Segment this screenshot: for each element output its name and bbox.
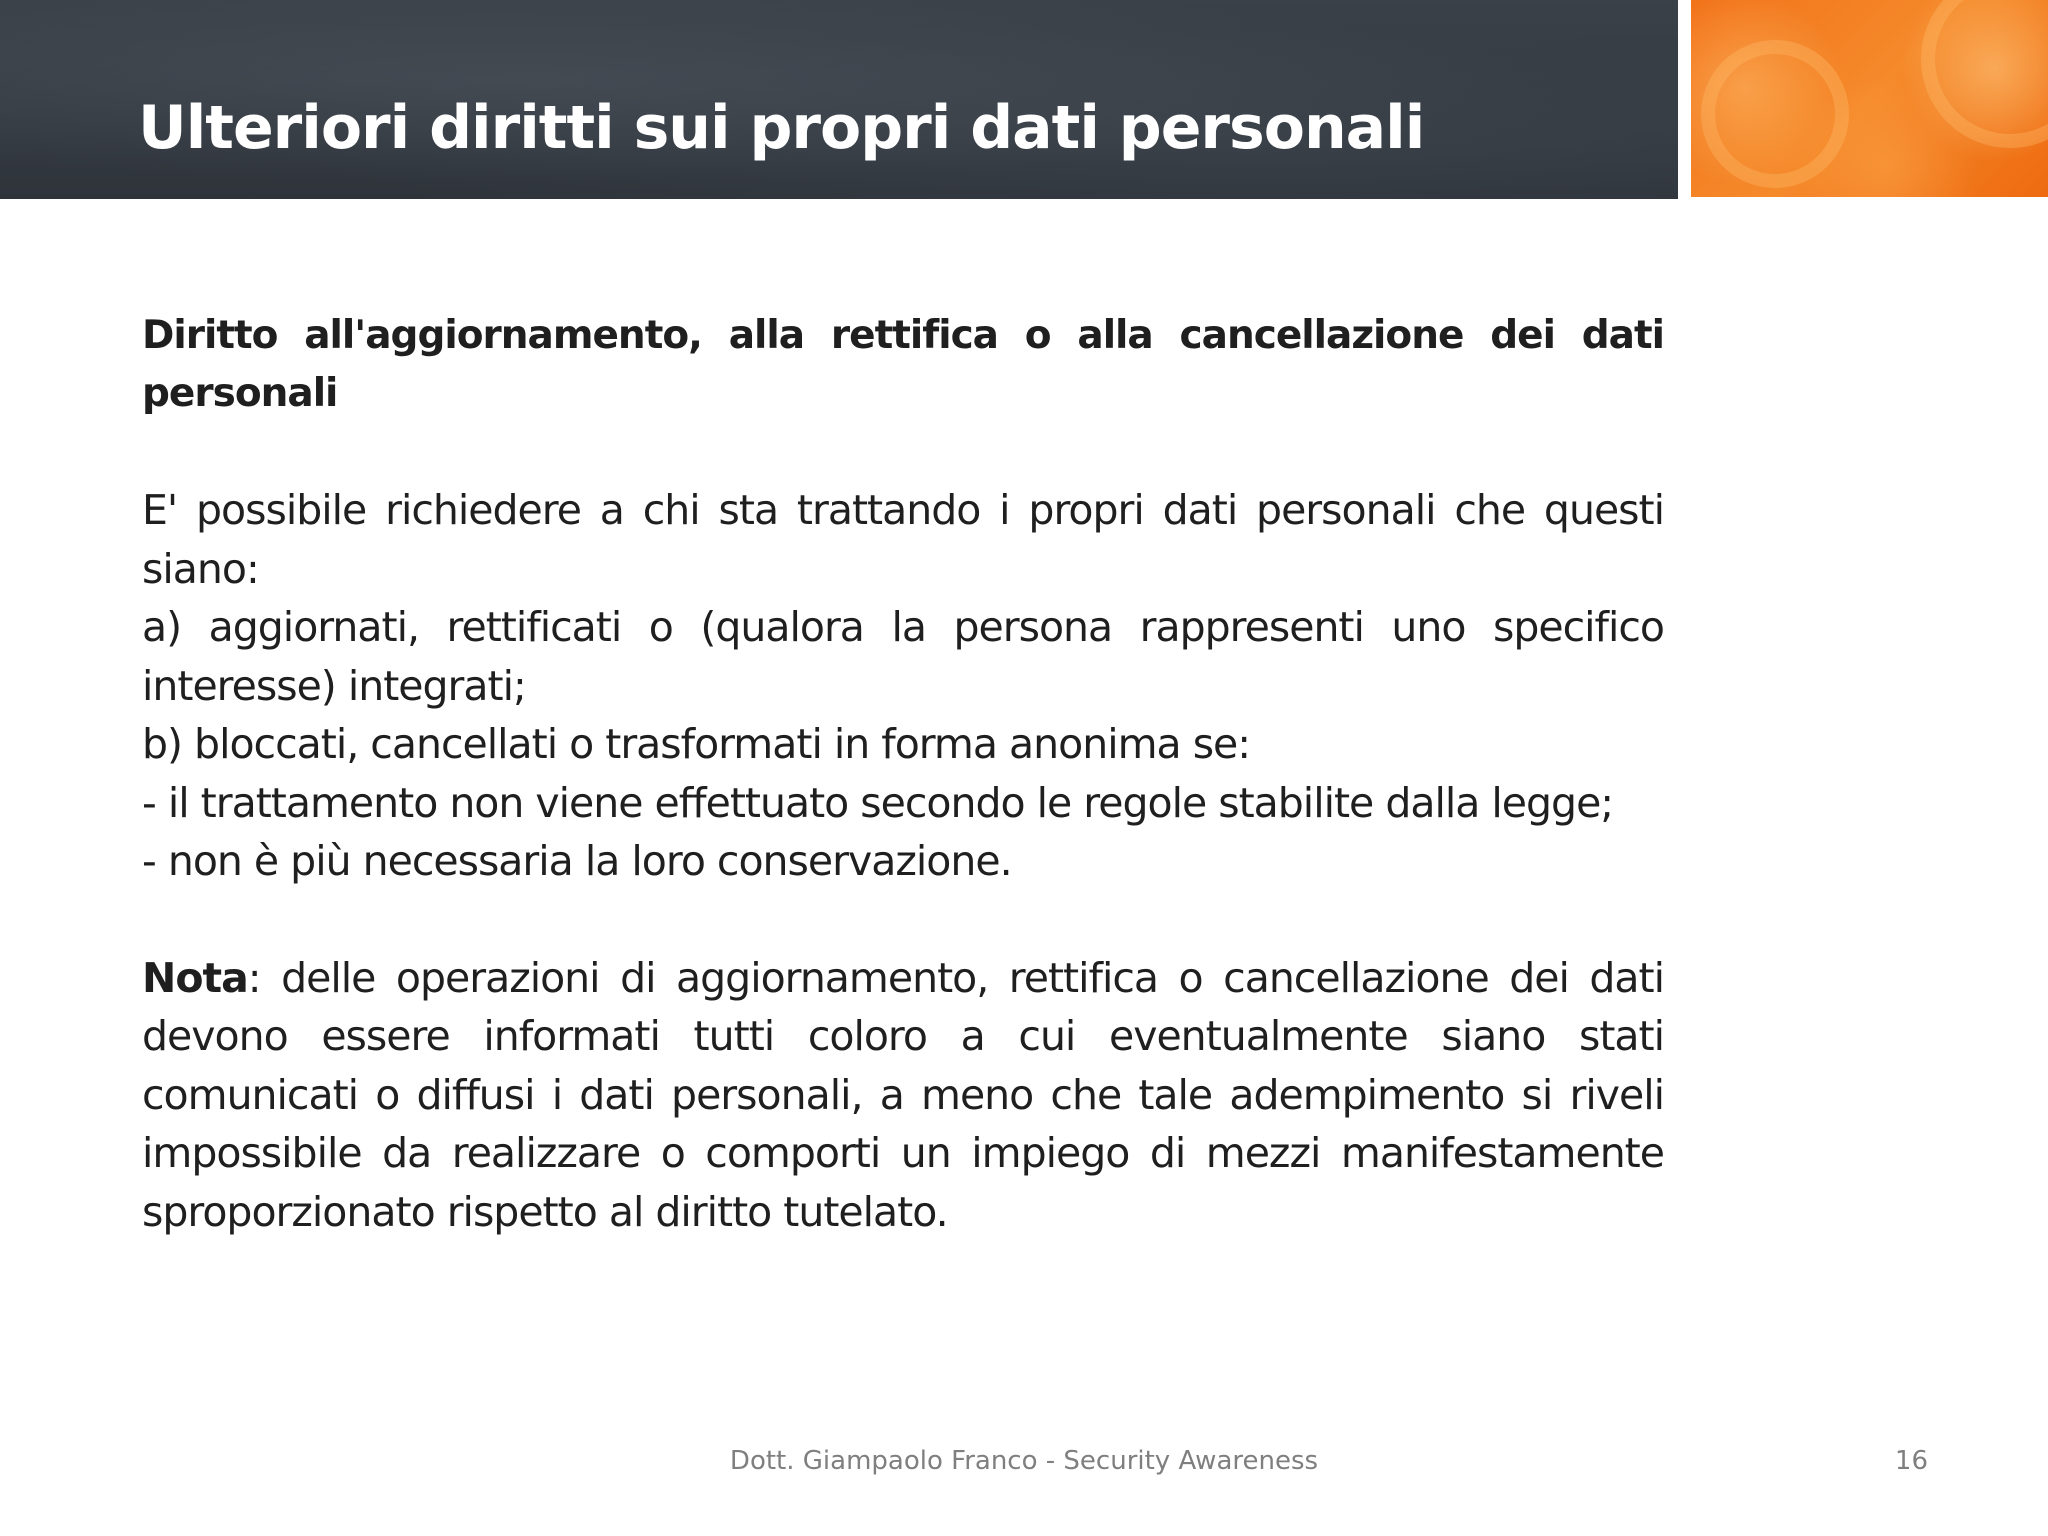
footer-text: Dott. Giampaolo Franco - Security Awareness [729,1446,1319,1476]
page-number: 16 [1894,1446,1928,1476]
orange-decoration [1691,0,2048,197]
orange-ring-decoration [1701,40,1849,188]
note-label: Nota [142,953,248,1002]
orange-ring-decoration [1921,0,2048,148]
list-item-b: b) bloccati, cancellati o trasformati in forma anonima se: [142,720,1251,768]
spacer [142,423,1664,481]
slide-content [142,307,1664,1241]
list-item-a: a) aggiornati, rettificati o (qualora la persona rappresenti uno specifico interesse) integrati; [142,603,1664,710]
slide-title: Ulteriori diritti sui propri dati personali [138,93,1425,163]
header-band [0,0,1678,199]
note-text: : delle operazioni di aggiornamento, rettifica o cancellazione dei dati devono essere informati tutti coloro a cui eventualmente siano stati comunicati o diffusi i dati personali, a meno che tale adempimento si riveli impossibile da realizzare o comporti un impiego di mezzi manifestamente sproporzionato rispetto al diritto tutelato. [142,953,1664,1236]
intro-paragraph: E' possibile richiedere a chi sta trattando i propri dati personali che questi siano: [142,486,1664,593]
sub-bullet-1: - il trattamento non viene effettuato secondo le regole stabilite dalla legge; [142,778,1614,827]
sub-bullet-2: - non è più necessaria la loro conservazione. [142,837,1012,885]
spacer [142,891,1664,949]
note-paragraph [142,949,1664,1242]
section-heading: Diritto all'aggiornamento, alla rettifica o alla cancellazione dei dati personali [142,313,1664,416]
